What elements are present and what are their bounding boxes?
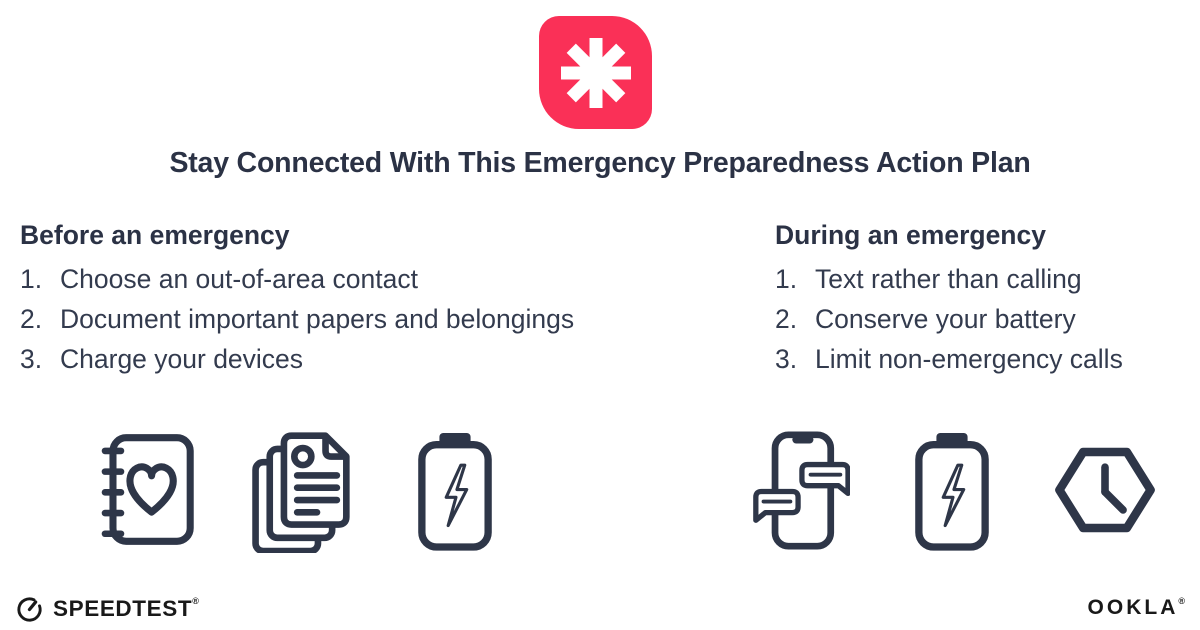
item-number: 2. xyxy=(775,304,798,334)
battery-charge-icon xyxy=(417,430,493,551)
item-number: 1. xyxy=(775,264,798,294)
contact-book-heart-icon xyxy=(96,433,194,546)
before-emergency-list xyxy=(20,259,750,379)
clock-hexagon-icon xyxy=(1048,433,1162,547)
registered-trademark-icon: ® xyxy=(192,596,200,606)
item-text: Conserve your battery xyxy=(815,304,1076,334)
speedtest-wordmark: SPEEDTEST® xyxy=(53,596,200,621)
item-text: Text rather than calling xyxy=(815,264,1082,294)
list-item xyxy=(775,339,1195,379)
item-number: 3. xyxy=(20,344,43,374)
during-emergency-heading: During an emergency xyxy=(775,220,1046,250)
list-item xyxy=(775,259,1195,299)
list-item xyxy=(775,299,1195,339)
medical-asterisk-icon xyxy=(561,38,631,108)
item-text: Limit non-emergency calls xyxy=(815,344,1123,374)
item-text: Document important papers and belongings xyxy=(60,304,575,334)
speedtest-gauge-icon xyxy=(14,594,45,625)
item-number: 1. xyxy=(20,264,43,294)
ookla-wordmark: OOKLA xyxy=(1087,596,1179,619)
list-item xyxy=(20,299,750,339)
list-item xyxy=(20,259,750,299)
asterisk-badge-icon xyxy=(539,16,652,129)
registered-trademark-icon: ® xyxy=(1178,596,1188,606)
item-number: 2. xyxy=(20,304,43,334)
phone-messages-icon xyxy=(750,430,850,551)
during-emergency-section xyxy=(775,220,1195,379)
list-item xyxy=(20,339,750,379)
before-emergency-section xyxy=(20,220,750,379)
documents-stack-icon xyxy=(248,430,352,553)
before-emergency-heading: Before an emergency xyxy=(20,220,290,250)
battery-charge-icon xyxy=(914,430,990,551)
item-number: 3. xyxy=(775,344,798,374)
item-text: Choose an out-of-area contact xyxy=(60,264,418,294)
during-emergency-list xyxy=(775,259,1195,379)
item-text: Charge your devices xyxy=(60,344,304,374)
page-title: Stay Connected With This Emergency Preparedness Action Plan xyxy=(169,147,1031,179)
speedtest-logo xyxy=(14,592,199,626)
ookla-logo xyxy=(1088,596,1188,620)
